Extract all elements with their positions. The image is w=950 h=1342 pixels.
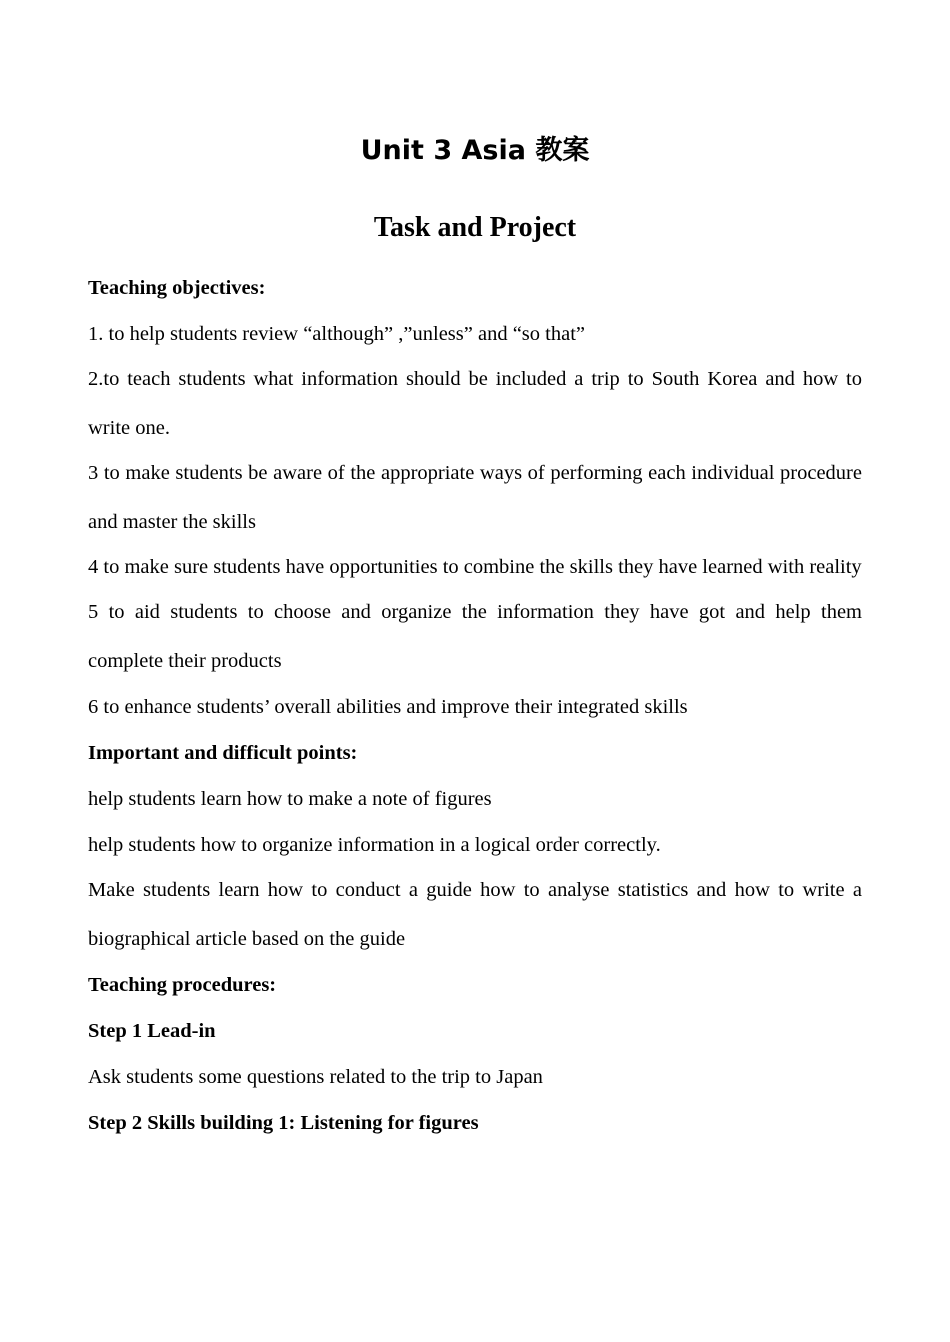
step1-text: Ask students some questions related to the trip to Japan [88, 1066, 543, 1088]
document-body [88, 273, 862, 1154]
objectives-heading: Teaching objectives: [88, 277, 266, 299]
points-heading: Important and difficult points: [88, 742, 358, 764]
point-item: help students how to organize information in a logical order correctly. [88, 834, 661, 856]
step1-heading: Step 1 Lead-in [88, 1020, 216, 1042]
procedures-heading: Teaching procedures: [88, 974, 277, 996]
objective-item: 3 to make students be aware of the appropriate ways of performing each individual procedure and master the skills [88, 462, 862, 533]
document-title: Unit 3 Asia 教案 [360, 135, 590, 166]
objective-item: 2.to teach students what information should be included a trip to South Korea and how to write one. [88, 368, 862, 439]
document-subtitle: Task and Project [373, 212, 577, 243]
objective-item: 5 to aid students to choose and organize the information they have got and help them complete their products [88, 601, 862, 672]
objective-item: 4 to make sure students have opportunities to combine the skills they have learned with reality [88, 556, 862, 578]
point-item: help students learn how to make a note of figures [88, 788, 492, 810]
step2-heading: Step 2 Skills building 1: Listening for figures [88, 1112, 479, 1134]
point-item: Make students learn how to conduct a guide how to analyse statistics and how to write a biographical article based on the guide [88, 879, 862, 950]
objective-item: 1. to help students review “although” ,”unless” and “so that” [88, 323, 585, 345]
objective-item: 6 to enhance students’ overall abilities and improve their integrated skills [88, 696, 688, 718]
